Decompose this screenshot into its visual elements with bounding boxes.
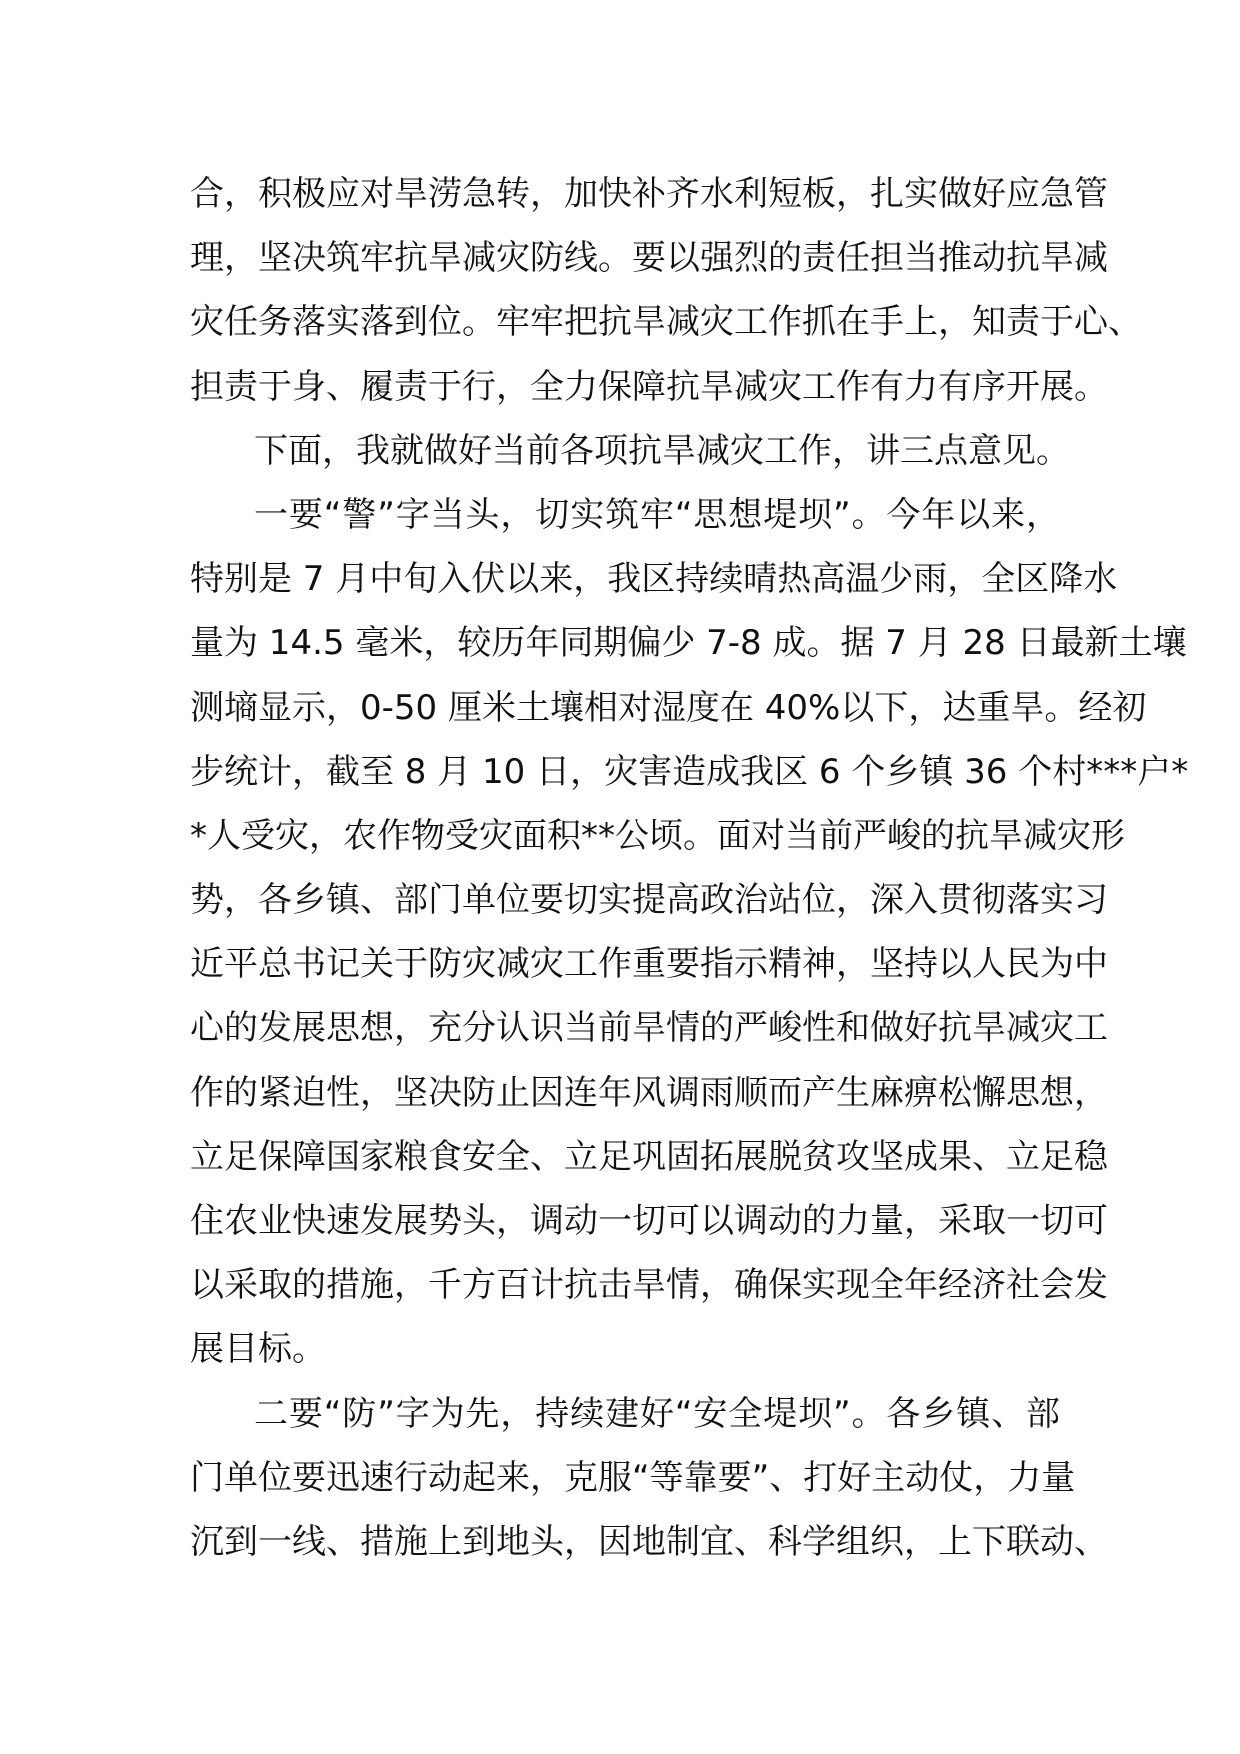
text-line: 立足保障国家粮食安全、立足巩固拓展脱贫攻坚成果、立足稳: [190, 1136, 1108, 1177]
text-line: 量为 14.5 毫米，较历年同期偏少 7-8 成。据 7 月 28 日最新土壤: [190, 623, 1187, 664]
document-body: [190, 162, 1189, 1574]
text-line: *人受灾，农作物受灾面积**公顷。面对当前严峻的抗旱减灾形: [190, 815, 1125, 856]
text-line: 二要“防”字为先，持续建好“安全堤坝”。各乡镇、部: [254, 1393, 1060, 1434]
text-line: 步统计，截至 8 月 10 日，灾害造成我区 6 个乡镇 36 个村***户*: [190, 751, 1189, 792]
text-line: 合，积极应对旱涝急转，加快补齐水利短板，扎实做好应急管: [190, 174, 1108, 214]
text-line: 以采取的措施，千方百计抗击旱情，确保实现全年经济社会发: [190, 1265, 1108, 1306]
text-line: 展目标。: [190, 1329, 326, 1370]
text-line: 一要“警”字当头，切实筑牢“思想堤坝”。今年以来，: [254, 494, 1060, 535]
text-line: 近平总书记关于防灾减灾工作重要指示精神，坚持以人民为中: [190, 944, 1108, 985]
text-line: 特别是 7 月中旬入伏以来，我区持续晴热高温少雨，全区降水: [190, 559, 1118, 600]
text-line: 作的紧迫性，坚决防止因连年风调雨顺而产生麻痹松懈思想，: [190, 1072, 1108, 1113]
text-line: 沉到一线、措施上到地头，因地制宜、科学组织，上下联动、: [190, 1521, 1108, 1562]
text-line: 担责于身、履责于行，全力保障抗旱减灾工作有力有序开展。: [190, 366, 1108, 407]
text-line: 测墒显示，0-50 厘米土壤相对湿度在 40%以下，达重旱。经初: [190, 687, 1147, 728]
text-line: 理，坚决筑牢抗旱减灾防线。要以强烈的责任担当推动抗旱减: [190, 238, 1108, 279]
text-line: 心的发展思想，充分认识当前旱情的严峻性和做好抗旱减灾工: [190, 1008, 1108, 1049]
text-line: 势，各乡镇、部门单位要切实提高政治站位，深入贯彻落实习: [190, 880, 1108, 921]
text-line: 住农业快速发展势头，调动一切可以调动的力量，采取一切可: [190, 1201, 1108, 1241]
text-line: 下面，我就做好当前各项抗旱减灾工作，讲三点意见。: [254, 430, 1070, 471]
text-line: 灾任务落实落到位。牢牢把抗旱减灾工作抓在手上，知责于心、: [190, 302, 1142, 343]
text-line: 门单位要迅速行动起来，克服“等靠要”、打好主动仗，力量: [190, 1457, 1076, 1498]
